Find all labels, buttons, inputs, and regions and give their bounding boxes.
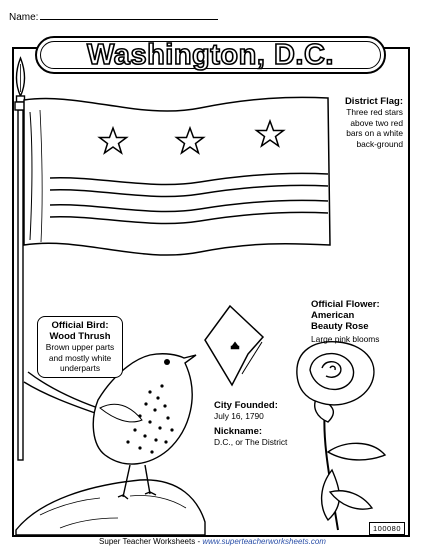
bird-illustration: [16, 354, 205, 535]
name-label: Name:: [9, 12, 39, 23]
bird-description: Brown upper parts and mostly white underparts: [45, 342, 115, 373]
city-founded-info: [214, 400, 294, 422]
page-title: Washington, D.C.: [87, 38, 334, 71]
flag-heading: District Flag:: [344, 96, 403, 107]
flower-info: [311, 299, 405, 345]
flag-description: Three red stars above two red bars on a white back-ground: [346, 107, 403, 149]
footer-url-link[interactable]: www.superteacherworksheets.com: [202, 537, 326, 546]
flower-heading-line2: American: [311, 310, 355, 321]
flower-heading-line1: Official Flower:: [311, 299, 380, 310]
flag-info: [333, 96, 403, 149]
footer-brand: Super Teacher Worksheets: [99, 537, 196, 546]
city-value: July 16, 1790: [214, 411, 264, 421]
nickname-heading: Nickname:: [214, 426, 263, 437]
city-heading: City Founded:: [214, 400, 278, 411]
district-map-icon: [205, 306, 263, 385]
bird-heading-line1: Official Bird:: [51, 320, 109, 331]
nickname-info: [214, 426, 314, 448]
title-banner: [35, 36, 386, 74]
bird-heading-line2: Wood Thrush: [49, 331, 111, 342]
flower-heading-line3: Beauty Rose: [311, 321, 369, 332]
worksheet-code: 100080: [369, 522, 405, 535]
dc-flag: [24, 97, 330, 255]
nickname-value: D.C., or The District: [214, 437, 288, 447]
footer: [0, 537, 425, 547]
bird-info-box: [37, 316, 123, 378]
flower-description: Large pink blooms: [311, 334, 380, 344]
footer-separator: -: [195, 537, 203, 546]
